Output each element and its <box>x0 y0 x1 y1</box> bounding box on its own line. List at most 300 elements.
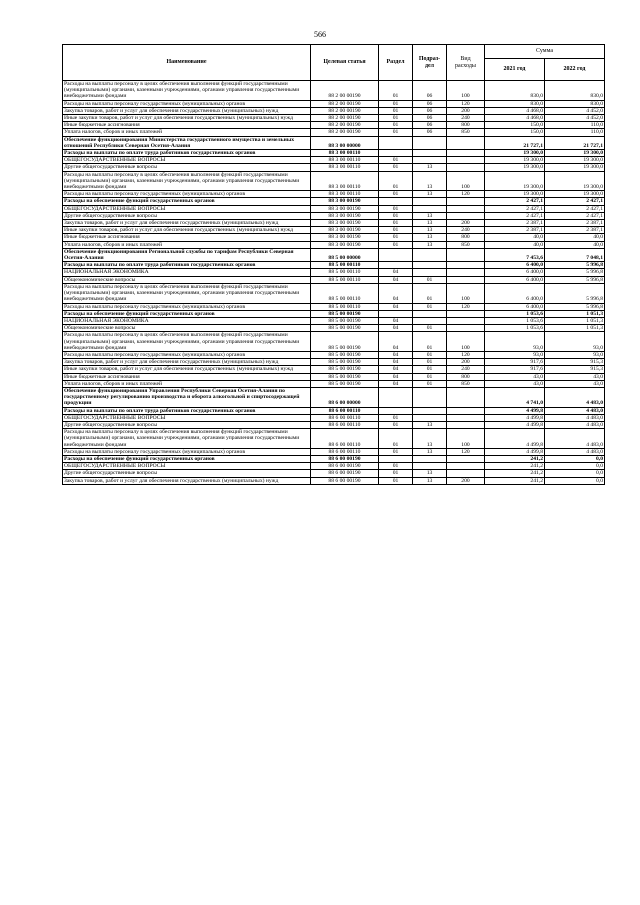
row-name: Расходы на выплаты персоналу государственных (муниципальных) органов <box>63 191 311 198</box>
row-subsection: 06 <box>413 122 447 129</box>
row-target: 88 6 00 00190 <box>311 477 379 484</box>
row-section: 01 <box>379 107 413 114</box>
row-sum-2021: 40,0 <box>485 234 545 241</box>
row-name: Расходы на выплаты персоналу государственных (муниципальных) органов <box>63 448 311 455</box>
row-sum-2022: 0,0 <box>545 455 605 462</box>
row-sum-2021: 93,0 <box>485 332 545 352</box>
row-sum-2022: 110,0 <box>545 129 605 136</box>
row-sum-2021: 43,0 <box>485 380 545 387</box>
row-sum-2021: 2 387,1 <box>485 220 545 227</box>
row-name: Другие общегосударственные вопросы <box>63 421 311 428</box>
row-section: 01 <box>379 421 413 428</box>
row-target: 88 3 00 00190 <box>311 198 379 205</box>
row-sum-2021: 40,0 <box>485 241 545 248</box>
row-section: 01 <box>379 414 413 421</box>
table-row <box>63 325 605 332</box>
row-target: 88 5 00 00190 <box>311 325 379 332</box>
table-row <box>63 81 605 101</box>
row-expense-type: 240 <box>447 366 485 373</box>
table-row <box>63 470 605 477</box>
row-sum-2021: 241,2 <box>485 455 545 462</box>
row-subsection <box>413 407 447 414</box>
row-section: 01 <box>379 448 413 455</box>
row-section: 01 <box>379 81 413 101</box>
row-expense-type: 240 <box>447 227 485 234</box>
row-name: Расходы на выплаты персоналу государственных (муниципальных) органов <box>63 303 311 310</box>
row-name: Иные закупки товаров, работ и услуг для обеспечения государственных (муниципальных) нужд <box>63 366 311 373</box>
row-target: 88 2 00 00190 <box>311 81 379 101</box>
row-sum-2022: 19 300,0 <box>545 150 605 157</box>
row-target: 88 2 00 00190 <box>311 129 379 136</box>
row-subsection: 13 <box>413 171 447 191</box>
row-sum-2022: 5 996,8 <box>545 276 605 283</box>
row-subsection <box>413 317 447 324</box>
row-section: 04 <box>379 283 413 303</box>
row-sum-2021: 6 400,0 <box>485 303 545 310</box>
row-expense-type: 200 <box>447 359 485 366</box>
row-name: Расходы на выплаты персоналу в целях обеспечения выполнения функций государственными (муниципальными) органами, казенными учреждениями, органами управления государственными внебюджетными фондами <box>63 283 311 303</box>
row-name: Расходы на выплаты персоналу в целях обеспечения выполнения функций государственными (муниципальными) органами, казенными учреждениями, органами управления государственными внебюджетными фондами <box>63 429 311 449</box>
row-name: Иные бюджетные ассигнования <box>63 234 311 241</box>
row-target: 88 3 00 00190 <box>311 227 379 234</box>
table-row <box>63 234 605 241</box>
row-name: Иные закупки товаров, работ и услуг для обеспечения государственных (муниципальных) нужд <box>63 115 311 122</box>
row-target: 88 6 00 00110 <box>311 414 379 421</box>
row-subsection <box>413 463 447 470</box>
table-row <box>63 380 605 387</box>
row-name: Иные закупки товаров, работ и услуг для обеспечения государственных (муниципальных) нужд <box>63 227 311 234</box>
row-expense-type <box>447 463 485 470</box>
row-sum-2021: 1 053,6 <box>485 325 545 332</box>
row-section: 04 <box>379 303 413 310</box>
row-sum-2022: 4 483,0 <box>545 448 605 455</box>
table-row <box>63 310 605 317</box>
row-sum-2022: 93,0 <box>545 332 605 352</box>
row-section <box>379 310 413 317</box>
row-sum-2022: 5 996,8 <box>545 303 605 310</box>
row-expense-type: 100 <box>447 81 485 101</box>
row-name: Другие общегосударственные вопросы <box>63 212 311 219</box>
row-subsection: 13 <box>413 421 447 428</box>
table-row <box>63 448 605 455</box>
row-sum-2021: 19 300,0 <box>485 150 545 157</box>
page-number: 566 <box>314 30 326 39</box>
row-section: 01 <box>379 164 413 171</box>
table-row <box>63 332 605 352</box>
row-expense-type <box>447 317 485 324</box>
row-target: 88 5 00 00190 <box>311 317 379 324</box>
row-name: Иные бюджетные ассигнования <box>63 122 311 129</box>
row-subsection <box>413 150 447 157</box>
row-name: Обеспечение функционирования Управления Республики Северная Осетия-Алания по государственному регулированию производства и оборота алкогольной и спиртосодержащей продукции <box>63 387 311 407</box>
row-target: 88 3 00 00110 <box>311 171 379 191</box>
row-sum-2022: 5 996,8 <box>545 269 605 276</box>
row-target: 88 6 00 00190 <box>311 470 379 477</box>
row-section: 04 <box>379 359 413 366</box>
header-section: Раздел <box>379 45 413 81</box>
row-subsection: 01 <box>413 359 447 366</box>
row-sum-2022: 93,0 <box>545 351 605 358</box>
row-expense-type: 120 <box>447 351 485 358</box>
row-expense-type <box>447 414 485 421</box>
row-sum-2022: 2 387,1 <box>545 227 605 234</box>
header-target: Целевая статья <box>311 45 379 81</box>
row-sum-2021: 241,2 <box>485 470 545 477</box>
row-subsection: 13 <box>413 477 447 484</box>
table-row <box>63 171 605 191</box>
row-target: 88 3 00 00110 <box>311 157 379 164</box>
row-expense-type: 800 <box>447 234 485 241</box>
row-name: Закупка товаров, работ и услуг для обеспечения государственных (муниципальных) нужд <box>63 107 311 114</box>
header-subsection: Подраз- дел <box>413 45 447 81</box>
row-expense-type <box>447 470 485 477</box>
row-sum-2022: 4 483,0 <box>545 407 605 414</box>
row-sum-2021: 19 300,0 <box>485 191 545 198</box>
row-sum-2022: 110,0 <box>545 122 605 129</box>
row-target: 88 6 00 00110 <box>311 407 379 414</box>
row-expense-type <box>447 164 485 171</box>
row-sum-2021: 2 427,1 <box>485 205 545 212</box>
row-section: 01 <box>379 115 413 122</box>
row-subsection: 06 <box>413 107 447 114</box>
row-name: ОБЩЕГОСУДАРСТВЕННЫЕ ВОПРОСЫ <box>63 157 311 164</box>
table-row <box>63 359 605 366</box>
table-row <box>63 269 605 276</box>
row-name: Уплата налогов, сборов и иных платежей <box>63 380 311 387</box>
row-subsection: 01 <box>413 351 447 358</box>
row-target: 88 6 00 00000 <box>311 387 379 407</box>
row-subsection: 13 <box>413 470 447 477</box>
row-name: ОБЩЕГОСУДАРСТВЕННЫЕ ВОПРОСЫ <box>63 205 311 212</box>
row-name: ОБЩЕГОСУДАРСТВЕННЫЕ ВОПРОСЫ <box>63 463 311 470</box>
row-subsection: 06 <box>413 100 447 107</box>
row-name: Обеспечение функционирования Министерства государственного имущества и земельных отношений Республики Северная Осетия-Алания <box>63 136 311 149</box>
row-sum-2021: 830,0 <box>485 81 545 101</box>
row-section: 01 <box>379 129 413 136</box>
row-sum-2021: 43,0 <box>485 373 545 380</box>
row-expense-type: 800 <box>447 122 485 129</box>
row-target: 88 5 00 00000 <box>311 248 379 261</box>
row-expense-type <box>447 157 485 164</box>
row-expense-type: 120 <box>447 303 485 310</box>
row-subsection: 01 <box>413 276 447 283</box>
row-expense-type: 200 <box>447 107 485 114</box>
row-target: 88 3 00 00110 <box>311 150 379 157</box>
row-subsection <box>413 455 447 462</box>
row-name: Общеэкономические вопросы <box>63 325 311 332</box>
row-expense-type <box>447 421 485 428</box>
row-sum-2021: 4 499,8 <box>485 407 545 414</box>
row-subsection <box>413 262 447 269</box>
row-sum-2022: 40,0 <box>545 241 605 248</box>
row-target: 88 6 00 00110 <box>311 448 379 455</box>
row-sum-2022: 19 300,0 <box>545 157 605 164</box>
row-sum-2022: 2 427,1 <box>545 198 605 205</box>
header-expense-type: Вид расходы <box>447 45 485 81</box>
row-section: 04 <box>379 269 413 276</box>
row-sum-2021: 1 053,6 <box>485 317 545 324</box>
table-row <box>63 115 605 122</box>
row-section: 04 <box>379 276 413 283</box>
row-expense-type <box>447 455 485 462</box>
row-sum-2021: 19 300,0 <box>485 157 545 164</box>
row-sum-2021: 4 499,8 <box>485 429 545 449</box>
row-section <box>379 387 413 407</box>
row-expense-type: 200 <box>447 477 485 484</box>
table-row <box>63 136 605 149</box>
row-target: 88 2 00 00190 <box>311 122 379 129</box>
table-row <box>63 283 605 303</box>
row-section: 04 <box>379 351 413 358</box>
row-subsection <box>413 136 447 149</box>
row-subsection: 13 <box>413 220 447 227</box>
row-sum-2022: 1 051,3 <box>545 325 605 332</box>
table-row <box>63 241 605 248</box>
budget-table <box>62 44 605 485</box>
table-row <box>63 220 605 227</box>
row-sum-2022: 4 483,0 <box>545 429 605 449</box>
row-sum-2021: 1 053,6 <box>485 310 545 317</box>
table-row <box>63 248 605 261</box>
table-row <box>63 387 605 407</box>
row-target: 88 5 00 00110 <box>311 303 379 310</box>
row-sum-2022: 43,0 <box>545 380 605 387</box>
row-sum-2022: 5 996,8 <box>545 283 605 303</box>
row-target: 88 5 00 00110 <box>311 276 379 283</box>
row-expense-type: 100 <box>447 332 485 352</box>
table-row <box>63 366 605 373</box>
row-section: 04 <box>379 325 413 332</box>
table-row <box>63 191 605 198</box>
row-sum-2021: 6 400,0 <box>485 276 545 283</box>
row-name: Расходы на обеспечение функций государственных органов <box>63 310 311 317</box>
row-subsection: 06 <box>413 81 447 101</box>
row-sum-2021: 2 387,1 <box>485 227 545 234</box>
row-target: 88 5 00 00190 <box>311 351 379 358</box>
row-name: Обеспечение функционирования Региональной службы по тарифам Республики Северная Осетия-Алания <box>63 248 311 261</box>
row-target: 88 5 00 00110 <box>311 262 379 269</box>
row-name: Другие общегосударственные вопросы <box>63 164 311 171</box>
row-section: 01 <box>379 205 413 212</box>
row-section <box>379 455 413 462</box>
row-section: 01 <box>379 212 413 219</box>
row-expense-type <box>447 269 485 276</box>
row-section: 01 <box>379 470 413 477</box>
row-expense-type <box>447 276 485 283</box>
row-target: 88 5 00 00190 <box>311 366 379 373</box>
table-row <box>63 198 605 205</box>
table-row <box>63 262 605 269</box>
row-section <box>379 198 413 205</box>
row-expense-type: 850 <box>447 129 485 136</box>
row-sum-2022: 2 427,1 <box>545 205 605 212</box>
row-expense-type: 850 <box>447 380 485 387</box>
row-name: Расходы на обеспечение функций государственных органов <box>63 198 311 205</box>
table-row <box>63 421 605 428</box>
row-section <box>379 150 413 157</box>
row-subsection: 13 <box>413 191 447 198</box>
row-subsection: 01 <box>413 373 447 380</box>
table-row <box>63 212 605 219</box>
row-section: 01 <box>379 227 413 234</box>
row-name: Иные бюджетные ассигнования <box>63 373 311 380</box>
row-sum-2022: 4 452,0 <box>545 115 605 122</box>
row-name: Уплата налогов, сборов и иных платежей <box>63 129 311 136</box>
row-sum-2022: 915,3 <box>545 366 605 373</box>
row-subsection: 13 <box>413 448 447 455</box>
row-name: Расходы на выплаты по оплате труда работников государственных органов <box>63 407 311 414</box>
table-row <box>63 414 605 421</box>
row-sum-2021: 917,6 <box>485 359 545 366</box>
row-subsection: 13 <box>413 429 447 449</box>
table-row <box>63 205 605 212</box>
row-sum-2022: 1 051,3 <box>545 310 605 317</box>
header-year-2021: 2021 год <box>485 59 545 81</box>
row-subsection <box>413 414 447 421</box>
row-sum-2021: 241,2 <box>485 477 545 484</box>
row-subsection: 06 <box>413 115 447 122</box>
row-sum-2021: 917,6 <box>485 366 545 373</box>
row-subsection <box>413 248 447 261</box>
table-row <box>63 351 605 358</box>
table-row <box>63 150 605 157</box>
row-expense-type: 100 <box>447 429 485 449</box>
row-target: 88 5 00 00110 <box>311 269 379 276</box>
table-row <box>63 157 605 164</box>
row-subsection <box>413 387 447 407</box>
row-name: Расходы на выплаты персоналу в целях обеспечения выполнения функций государственными (муниципальными) органами, казенными учреждениями, органами управления государственными внебюджетными фондами <box>63 81 311 101</box>
table-row <box>63 455 605 462</box>
row-target: 88 3 00 00190 <box>311 205 379 212</box>
row-subsection <box>413 157 447 164</box>
row-name: Расходы на обеспечение функций государственных органов <box>63 455 311 462</box>
table-row <box>63 303 605 310</box>
table-row <box>63 463 605 470</box>
row-section: 01 <box>379 122 413 129</box>
row-section: 01 <box>379 477 413 484</box>
row-sum-2022: 0,0 <box>545 463 605 470</box>
row-sum-2021: 4 468,0 <box>485 107 545 114</box>
row-sum-2022: 40,0 <box>545 234 605 241</box>
row-target: 88 2 00 00190 <box>311 115 379 122</box>
row-sum-2022: 7 048,1 <box>545 248 605 261</box>
row-target: 88 5 00 00190 <box>311 373 379 380</box>
row-sum-2022: 0,0 <box>545 477 605 484</box>
row-expense-type <box>447 262 485 269</box>
header-name: Наименование <box>63 45 311 81</box>
row-sum-2021: 6 400,0 <box>485 283 545 303</box>
row-section: 01 <box>379 241 413 248</box>
row-name: Общеэкономические вопросы <box>63 276 311 283</box>
row-sum-2022: 1 051,3 <box>545 317 605 324</box>
row-section: 04 <box>379 373 413 380</box>
row-sum-2021: 7 453,6 <box>485 248 545 261</box>
row-sum-2021: 4 468,0 <box>485 115 545 122</box>
row-subsection: 01 <box>413 325 447 332</box>
row-section: 01 <box>379 100 413 107</box>
row-sum-2021: 4 741,0 <box>485 387 545 407</box>
row-sum-2022: 915,3 <box>545 359 605 366</box>
row-sum-2022: 2 387,1 <box>545 220 605 227</box>
row-target: 88 6 00 00110 <box>311 421 379 428</box>
row-sum-2022: 4 483,0 <box>545 387 605 407</box>
row-sum-2021: 19 300,0 <box>485 164 545 171</box>
row-name: Другие общегосударственные вопросы <box>63 470 311 477</box>
row-sum-2021: 93,0 <box>485 351 545 358</box>
row-section <box>379 407 413 414</box>
row-expense-type <box>447 136 485 149</box>
row-expense-type <box>447 205 485 212</box>
row-subsection: 01 <box>413 380 447 387</box>
row-sum-2022: 43,0 <box>545 373 605 380</box>
row-section: 04 <box>379 366 413 373</box>
row-sum-2021: 4 499,8 <box>485 414 545 421</box>
row-section: 01 <box>379 220 413 227</box>
row-sum-2021: 4 499,8 <box>485 448 545 455</box>
table-row <box>63 429 605 449</box>
row-sum-2021: 150,0 <box>485 129 545 136</box>
table-row <box>63 477 605 484</box>
row-sum-2021: 2 427,1 <box>485 198 545 205</box>
table-row <box>63 373 605 380</box>
row-sum-2022: 19 300,0 <box>545 164 605 171</box>
row-sum-2022: 4 452,0 <box>545 107 605 114</box>
table-row <box>63 276 605 283</box>
row-target: 88 3 00 00110 <box>311 164 379 171</box>
row-expense-type <box>447 198 485 205</box>
row-subsection <box>413 205 447 212</box>
row-target: 88 3 00 00110 <box>311 191 379 198</box>
row-section: 04 <box>379 317 413 324</box>
row-name: Расходы на выплаты персоналу государственных (муниципальных) органов <box>63 351 311 358</box>
row-expense-type <box>447 325 485 332</box>
row-subsection <box>413 269 447 276</box>
row-subsection: 01 <box>413 332 447 352</box>
row-name: НАЦИОНАЛЬНАЯ ЭКОНОМИКА <box>63 269 311 276</box>
row-expense-type: 120 <box>447 191 485 198</box>
row-sum-2021: 150,0 <box>485 122 545 129</box>
row-sum-2021: 6 400,0 <box>485 269 545 276</box>
row-subsection <box>413 310 447 317</box>
row-subsection: 01 <box>413 283 447 303</box>
row-section <box>379 248 413 261</box>
row-section: 01 <box>379 171 413 191</box>
header-sum: Сумма <box>485 45 605 59</box>
row-sum-2021: 2 427,1 <box>485 212 545 219</box>
row-expense-type: 120 <box>447 448 485 455</box>
row-expense-type <box>447 248 485 261</box>
row-section: 01 <box>379 157 413 164</box>
row-target: 88 3 00 00190 <box>311 220 379 227</box>
row-name: Закупка товаров, работ и услуг для обеспечения государственных (муниципальных) нужд <box>63 220 311 227</box>
row-name: Уплата налогов, сборов и иных платежей <box>63 241 311 248</box>
row-sum-2022: 0,0 <box>545 470 605 477</box>
row-expense-type: 100 <box>447 283 485 303</box>
row-sum-2021: 21 727,1 <box>485 136 545 149</box>
row-target: 88 6 00 00110 <box>311 429 379 449</box>
row-section: 04 <box>379 332 413 352</box>
row-section: 01 <box>379 234 413 241</box>
row-name: Закупка товаров, работ и услуг для обеспечения государственных (муниципальных) нужд <box>63 477 311 484</box>
table-row <box>63 107 605 114</box>
row-expense-type <box>447 150 485 157</box>
row-subsection: 01 <box>413 303 447 310</box>
row-name: Расходы на выплаты по оплате труда работников государственных органов <box>63 262 311 269</box>
row-sum-2021: 6 400,0 <box>485 262 545 269</box>
table-row <box>63 317 605 324</box>
row-target: 88 6 00 00190 <box>311 463 379 470</box>
row-subsection: 01 <box>413 366 447 373</box>
